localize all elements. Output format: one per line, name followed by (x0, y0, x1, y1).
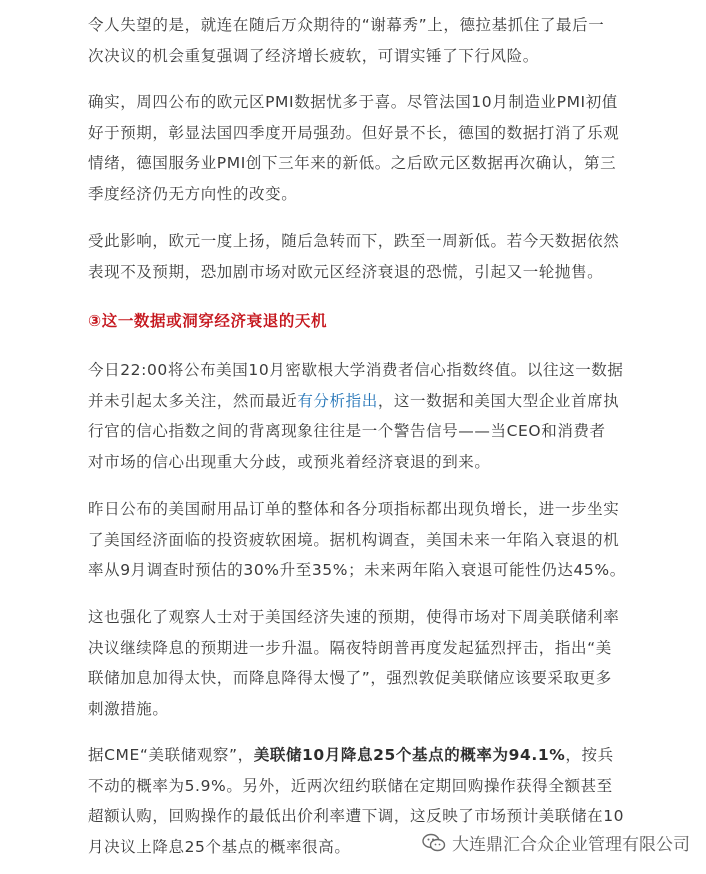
paragraph-euro-reaction (88, 226, 633, 287)
text-line: 不动的概率为5.9%。另外，近两次纽约联储在定期回购操作获得全额甚至 (88, 776, 613, 795)
heading-text: ③这一数据或洞穿经济衰退的天机 (88, 312, 328, 330)
text-line: 月决议上降息25个基点的概率很高。 (88, 837, 351, 856)
text-line: 这也强化了观察人士对于美国经济失速的预期，使得市场对下周美联储利率 (88, 608, 620, 626)
text-line: 对市场的信心出现重大分歧，或预兆着经济衰退的到来。 (88, 452, 491, 471)
paragraph-durable-goods (88, 494, 633, 586)
paragraph-draghi (88, 10, 633, 71)
text-span: 据CME“美联储观察”， (88, 746, 254, 764)
text-line: 决议继续降息的预期进一步升温。隔夜特朗普再度发起猛烈抨击，指出“美 (88, 638, 612, 657)
section-heading (88, 306, 633, 337)
text-span: ，这一数据和美国大型企业首席执 (377, 391, 620, 410)
text-line: 率从9月调查时预估的30%升至35%；未来两年陷入衰退可能性仍达45%。 (88, 561, 626, 579)
text-span: 今日22:00将公布美国10月密歇根大学消费者信心指数终值。以往这一数据 (88, 361, 624, 379)
watermark (422, 830, 690, 855)
text-line: 超额认购，回购操作的最低出价利率遭下调，这反映了市场预计美联储在10 (88, 807, 625, 825)
text-line: 确实，周四公布的欧元区PMI数据忧多于喜。尽管法国10月制造业PMI初值 (88, 93, 618, 111)
text-line: 行官的信心指数之间的背离现象往往是一个警告信号——当CEO和消费者 (88, 422, 606, 440)
text-line: 联储加息加得太快，而降息降得太慢了”，强烈敦促美联储应该要采取更多 (88, 669, 612, 687)
wechat-icon (422, 833, 446, 853)
text-line: 受此影响，欧元一度上扬，随后急转而下，跌至一周新低。若今天数据依然 (88, 232, 620, 250)
paragraph-michigan-index (88, 355, 633, 477)
text-line: 次决议的机会重复强调了经济增长疲软，可谓实锤了下行风险。 (88, 46, 539, 65)
text-line (88, 740, 633, 771)
text-line: 好于预期，彰显法国四季度开局强劲。但好景不长，德国的数据打消了乐观 (88, 123, 620, 142)
text-line: 季度经济仍无方向性的改变。 (88, 184, 298, 203)
text-line: 表现不及预期，恐加剧市场对欧元区经济衰退的恐慌，引起又一轮抛售。 (88, 262, 604, 281)
text-line: 情绪，德国服务业PMI创下三年来的新低。之后欧元区数据再次确认，第三 (88, 154, 617, 172)
text-line: 令人失望的是，就连在随后万众期待的“谢幕秀”上，德拉基抓住了最后一 (88, 16, 605, 34)
paragraph-eurozone-pmi (88, 87, 633, 209)
watermark-text: 大连鼎汇合众企业管理有限公司 (452, 835, 690, 855)
text-line: 昨日公布的美国耐用品订单的整体和各分项指标都出现负增长，进一步坐实 (88, 500, 620, 518)
text-line: 刺激措施。 (88, 699, 169, 718)
text-line (88, 386, 633, 417)
analysis-link[interactable]: 有分析指出 (297, 391, 378, 410)
text-line: 了美国经济面临的投资疲软困境。据机构调查，美国未来一年陷入衰退的机 (88, 530, 620, 549)
text-line (88, 355, 633, 386)
bold-probability: 美联储10月降息25个基点的概率为94.1% (253, 746, 566, 764)
text-span: 并未引起太多关注，然而最近 (88, 391, 298, 410)
text-span: ，按兵 (565, 746, 614, 764)
paragraph-fed-expectations (88, 602, 633, 724)
